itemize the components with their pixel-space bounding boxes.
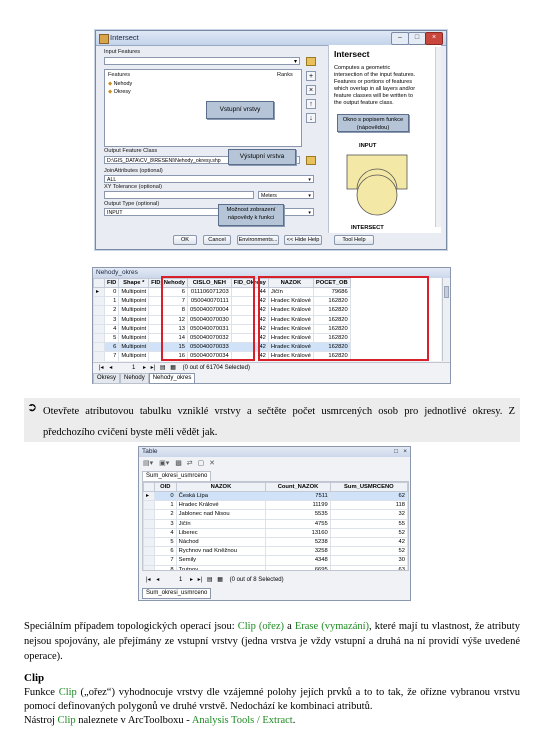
features-column-header: Features [108, 72, 131, 78]
row-selector[interactable] [144, 547, 155, 556]
table-row[interactable] [144, 510, 408, 519]
show-all-records-icon[interactable]: ▤ [206, 577, 213, 583]
table-cell[interactable]: 15 [149, 343, 188, 352]
table-cell[interactable]: 42 [231, 306, 268, 315]
table-cell[interactable]: 4 [155, 528, 177, 537]
tab-nehody-okres[interactable]: Nehody_okres [149, 373, 196, 384]
table-cell[interactable]: 42 [330, 537, 407, 546]
table-row[interactable] [144, 556, 408, 565]
table-cell[interactable]: Multipoint [119, 343, 149, 352]
table-cell[interactable]: 42 [231, 324, 268, 333]
column-header[interactable]: FID_Okresy [231, 279, 268, 288]
layer-icon: ◆ [108, 81, 113, 87]
table-cell[interactable]: 118 [330, 501, 407, 510]
table-cell[interactable]: Česká Lípa [176, 492, 266, 501]
table-cell[interactable]: Hradec Králové [268, 297, 313, 306]
clip-heading: Clip [24, 672, 45, 684]
table-name-tab[interactable]: Sum_okresi_usmrceno [142, 471, 211, 482]
table-cell[interactable]: 62 [330, 492, 407, 501]
switch-selection-icon[interactable]: ⇄ [186, 460, 193, 467]
help-scrollbar[interactable] [435, 47, 441, 227]
table-cell[interactable]: 42 [231, 333, 268, 342]
next-record-icon[interactable]: ▸ [189, 577, 193, 583]
table-cell[interactable]: Trutnov [176, 565, 266, 571]
toolbox-path: Analysis Tools / Extract [191, 715, 293, 726]
close-icon[interactable]: × [425, 32, 443, 45]
related-tables-icon[interactable]: ▣▾ [159, 460, 170, 467]
minimize-icon[interactable]: – [391, 32, 409, 45]
bullet-arrow-icon: ➲ [27, 400, 38, 414]
row-selector[interactable]: ▸ [94, 288, 105, 297]
table-cell[interactable]: 162820 [313, 352, 350, 361]
row-selector[interactable] [144, 501, 155, 510]
table-cell[interactable]: 5535 [266, 510, 330, 519]
table-options-icon[interactable]: ▤▾ [143, 460, 154, 467]
maximize-icon[interactable]: □ [408, 32, 426, 45]
table-cell[interactable]: 1 [105, 297, 119, 306]
clip-paragraph: Funkce Clip („ořez“) vyhodnocuje vrstvy dle vzájemné polohy jejích prvků a to to tak, že ořízne vybranou vrstvu pomocí definovaných polygonů ve druhé vrstvě. Nedochází ke kombinaci atributů. Nástroj Clip naleznete v ArcToolboxu - Analysis Tools / Extract. [24, 687, 520, 726]
diagram-output-label: INTERSECT [351, 225, 384, 231]
column-header[interactable]: FID_Nehody [149, 279, 188, 288]
row-selector[interactable] [144, 537, 155, 546]
table-cell[interactable]: 050040070032 [187, 333, 231, 342]
restore-icon[interactable]: □ [394, 448, 398, 455]
table-cell[interactable]: Jablonec nad Nisou [176, 510, 266, 519]
table-cell[interactable]: 42 [231, 315, 268, 324]
table-row[interactable] [144, 565, 408, 571]
help-panel [328, 45, 441, 233]
show-selected-records-icon[interactable]: ▦ [217, 577, 223, 583]
intersect-diagram [337, 151, 417, 223]
table-cell[interactable]: Jičín [268, 288, 313, 297]
row-selector[interactable] [144, 510, 155, 519]
input-circle [357, 175, 397, 215]
environments-button[interactable]: Environments... [238, 237, 278, 243]
join-attributes-select[interactable]: ALL ▾ [104, 175, 314, 183]
column-header[interactable]: NAZOK [268, 279, 313, 288]
table-cell[interactable]: Multipoint [119, 315, 149, 324]
table-cell[interactable]: 011106071203 [187, 288, 231, 297]
table-cell[interactable]: 42 [231, 352, 268, 361]
list-item[interactable]: ◆ Okresy [108, 89, 131, 95]
table-cell[interactable]: 30 [330, 556, 407, 565]
xy-tolerance-label: XY Tolerance (optional) [104, 184, 162, 190]
table-cell[interactable]: 1 [155, 501, 177, 510]
xy-tolerance-input[interactable] [104, 191, 254, 199]
output-type-select[interactable]: INPUT ▾ [104, 208, 314, 216]
row-selector[interactable] [94, 333, 105, 342]
nehody-okres-table-window [92, 267, 451, 384]
table-cell[interactable]: 42 [231, 297, 268, 306]
scroll-thumb[interactable] [444, 286, 449, 298]
table-cell[interactable]: Hradec Králové [176, 501, 266, 510]
row-selector[interactable] [94, 306, 105, 315]
table-cell[interactable]: 4 [105, 324, 119, 333]
column-header[interactable]: Shape * [119, 279, 149, 288]
table-cell[interactable]: Hradec Králové [268, 324, 313, 333]
last-record-icon[interactable]: ▸| [150, 365, 156, 371]
sum-table-titlebar [139, 447, 410, 457]
row-selector[interactable] [94, 352, 105, 361]
sum-table-window [138, 446, 411, 601]
table-cell[interactable]: 3258 [266, 547, 330, 556]
show-all-records-icon[interactable]: ▤ [159, 365, 166, 371]
table-row[interactable] [144, 537, 408, 546]
table-row[interactable] [144, 547, 408, 556]
clear-selection-icon[interactable]: ▢ [197, 460, 205, 467]
table-cell[interactable]: 162820 [313, 315, 350, 324]
input-features-dropdown[interactable]: ▾ [104, 57, 300, 65]
table-cell[interactable]: 42 [231, 343, 268, 352]
table-cell[interactable]: 050040070030 [187, 315, 231, 324]
table-row[interactable] [144, 528, 408, 537]
table-cell[interactable]: 55 [330, 519, 407, 528]
row-selector-header [144, 483, 155, 492]
table-cell[interactable]: 4348 [266, 556, 330, 565]
diagram-input-label: INPUT [359, 143, 377, 149]
table-tabs [93, 373, 195, 383]
red-highlight-fid-nehody [161, 276, 255, 361]
callout-show-help: Možnost zobrazení nápovědy k funkci [218, 204, 284, 226]
table-cell[interactable]: Hradec Králové [268, 306, 313, 315]
table-cell[interactable]: 7 [105, 352, 119, 361]
delete-selected-icon[interactable]: ✕ [209, 460, 216, 467]
special-case-paragraph: Speciálním případem topologických operací jsou: Clip (ořez) a Erase (vymazání), které mají tu vlastnost, že atributy nejsou spojovány, ale přejímány ze vstupní vrstvy (jedna vrstva je vždy vstupní a druhá na ní providí výše uvedené operace). [24, 621, 520, 662]
table-cell[interactable]: 32 [330, 510, 407, 519]
first-record-icon[interactable]: |◂ [99, 365, 104, 371]
row-selector[interactable] [94, 343, 105, 352]
layer-icon: ◆ [108, 89, 113, 95]
add-button[interactable]: + [306, 71, 316, 81]
table-cell[interactable]: 44 [231, 288, 268, 297]
table-cell[interactable]: Liberec [176, 528, 266, 537]
table-cell[interactable]: 6 [149, 288, 188, 297]
table-cell[interactable]: Hradec Králové [268, 343, 313, 352]
table-cell[interactable]: 3 [105, 315, 119, 324]
table-cell[interactable]: 050040070004 [187, 306, 231, 315]
table-cell[interactable]: 2 [155, 510, 177, 519]
intersect-dialog [95, 30, 447, 250]
row-selector-header [94, 279, 105, 288]
table-cell[interactable]: Multipoint [119, 333, 149, 342]
row-selector[interactable] [144, 519, 155, 528]
dialog-title: Intersect [110, 33, 139, 42]
table-cell[interactable]: 8 [149, 306, 188, 315]
toolbox-icon [99, 34, 109, 44]
table-row[interactable] [144, 492, 408, 501]
erase-term: Erase (vymazání) [294, 621, 370, 632]
help-text: Computes a geometric intersection of the input features. Features or portions of features which overlap in all layers and/or feature classes will be written to the output feature class. [334, 65, 416, 106]
table-cell[interactable]: 2 [105, 306, 119, 315]
table-cell[interactable]: Multipoint [119, 352, 149, 361]
table-cell[interactable]: 6695 [266, 565, 330, 571]
cancel-button[interactable]: Cancel [203, 235, 231, 245]
join-attributes-label: JoinAttributes (optional) [104, 168, 163, 174]
table-cell[interactable]: Hradec Králové [268, 352, 313, 361]
previous-record-icon[interactable]: ◂ [109, 365, 113, 371]
previous-record-icon[interactable]: ◂ [156, 577, 160, 583]
table-cell[interactable]: 050040070031 [187, 324, 231, 333]
table-cell[interactable]: Rychnov nad Kněžnou [176, 547, 266, 556]
table-cell[interactable]: 3 [155, 519, 177, 528]
table-cell[interactable]: 6 [105, 343, 119, 352]
table-cell[interactable]: 050040070033 [187, 343, 231, 352]
column-header[interactable]: NAZOK [176, 483, 266, 492]
callout-output-layer: Výstupní vrstva [228, 149, 296, 165]
column-header[interactable]: CISLO_NEH [187, 279, 231, 288]
table-cell[interactable]: 16 [149, 352, 188, 361]
help-title: Intersect [334, 49, 370, 59]
table-cell[interactable]: 6 [155, 547, 177, 556]
table-cell[interactable]: Jičín [176, 519, 266, 528]
tab-okresy[interactable]: Okresy [93, 373, 120, 384]
column-header[interactable]: OID [155, 483, 177, 492]
table-cell[interactable]: Náchod [176, 537, 266, 546]
table-cell[interactable]: 050040070111 [187, 297, 231, 306]
table-cell[interactable]: 162820 [313, 306, 350, 315]
hide-help-button[interactable]: << Hide Help [284, 235, 322, 245]
row-selector[interactable] [94, 315, 105, 324]
table-cell[interactable]: Hradec Králové [268, 333, 313, 342]
table-cell[interactable]: 8 [155, 565, 177, 571]
row-selector[interactable] [94, 324, 105, 333]
output-path-field[interactable]: D:\GIS_DATA\CV_8\RESENI\Nehody_okresy.shp [104, 156, 300, 164]
last-record-icon[interactable]: ▸| [197, 577, 203, 583]
sum-table-title: Table [142, 448, 158, 455]
show-selected-records-icon[interactable]: ▦ [170, 365, 176, 371]
vertical-scrollbar[interactable] [442, 278, 450, 361]
clip-term: Clip (ořez) [237, 621, 284, 632]
table-cell[interactable]: 7511 [266, 492, 330, 501]
table-cell[interactable]: Multipoint [119, 306, 149, 315]
table-cell[interactable]: Semily [176, 556, 266, 565]
move-down-button[interactable]: ↓ [306, 113, 316, 123]
table-cell[interactable]: 5 [155, 537, 177, 546]
sum-grid-area [142, 481, 409, 571]
record-position[interactable]: 1 [131, 365, 136, 371]
column-header[interactable]: FID [105, 279, 119, 288]
table-cell[interactable]: 0 [155, 492, 177, 501]
table-row[interactable] [144, 519, 408, 528]
instruction-box [24, 398, 520, 442]
table-cell[interactable]: 11199 [266, 501, 330, 510]
callout-help-window: Okno s popisem funkce (nápovědou) [337, 114, 409, 132]
record-position[interactable]: 1 [178, 577, 183, 583]
table-title: Nehody_okres [93, 268, 450, 278]
column-header[interactable]: POCET_OB [313, 279, 350, 288]
table-cell[interactable]: 13160 [266, 528, 330, 537]
input-features-label: Input Features [104, 49, 141, 55]
ok-button[interactable]: OK [173, 235, 197, 245]
table-cell[interactable]: 7 [155, 556, 177, 565]
table-cell[interactable]: 4755 [266, 519, 330, 528]
red-highlight-okres-columns [258, 276, 429, 361]
sum-navigation-bar [142, 575, 407, 585]
output-type-label: Output Type (optional) [104, 201, 160, 207]
table-cell[interactable]: 5238 [266, 537, 330, 546]
row-selector[interactable] [144, 565, 155, 571]
xy-unit-select[interactable]: Meters ▾ [258, 191, 314, 199]
tab-nehody[interactable]: Nehody [120, 373, 149, 384]
table-cell[interactable]: 0 [105, 288, 119, 297]
select-by-attributes-icon[interactable]: ▩ [175, 460, 182, 467]
table-cell[interactable]: 162820 [313, 297, 350, 306]
ranks-column-header: Ranks [277, 72, 293, 78]
table-cell[interactable]: 14 [149, 333, 188, 342]
table-cell[interactable]: 13 [149, 324, 188, 333]
table-cell[interactable]: 162820 [313, 343, 350, 352]
column-header[interactable]: Sum_USMRCENO [330, 483, 407, 492]
table-cell[interactable]: Multipoint [119, 288, 149, 297]
row-selector[interactable]: ▸ [144, 492, 155, 501]
first-record-icon[interactable]: |◂ [146, 577, 151, 583]
table-cell[interactable]: 52 [330, 547, 407, 556]
sum-grid [143, 482, 408, 571]
table-cell[interactable]: 63 [330, 565, 407, 571]
row-selector[interactable] [144, 528, 155, 537]
table-row[interactable] [144, 501, 408, 510]
table-cell[interactable]: 79686 [313, 288, 350, 297]
table-cell[interactable]: Hradec Králové [268, 315, 313, 324]
list-item[interactable]: ◆ Nehody [108, 81, 133, 87]
table-cell[interactable]: 7 [149, 297, 188, 306]
bottom-table-tab[interactable]: Sum_okresi_usmrceno [142, 588, 211, 599]
dialog-titlebar [96, 31, 446, 46]
tool-help-button[interactable]: Tool Help [334, 235, 374, 245]
table-cell[interactable]: 52 [330, 528, 407, 537]
table-cell[interactable]: Multipoint [119, 297, 149, 306]
table-cell[interactable]: Multipoint [119, 324, 149, 333]
browse-folder-icon[interactable] [306, 156, 316, 165]
row-selector[interactable] [144, 556, 155, 565]
next-record-icon[interactable]: ▸ [142, 365, 146, 371]
move-up-button[interactable]: ↑ [306, 99, 316, 109]
table-cell[interactable]: 162820 [313, 324, 350, 333]
table-cell[interactable]: 5 [105, 333, 119, 342]
table-toolbar [139, 457, 410, 470]
instruction-text: Otevřete atributovou tabulku vzniklé vrstvy a sečtěte počet usmrcených osob pro jednotlivé okresy. Z předchozího cvičení byste měli vědět jak. [43, 406, 515, 438]
close-icon[interactable]: × [403, 448, 407, 455]
selection-status: (0 out of 8 Selected) [229, 577, 284, 583]
browse-folder-icon[interactable] [306, 57, 316, 66]
remove-button[interactable]: × [306, 85, 316, 95]
output-class-label: Output Feature Class [104, 148, 158, 154]
selection-status: (0 out of 61704 Selected) [182, 365, 250, 371]
table-cell[interactable]: 050040070034 [187, 352, 231, 361]
row-selector[interactable] [94, 297, 105, 306]
column-header[interactable]: Count_NAZOK [266, 483, 330, 492]
table-cell[interactable]: 12 [149, 315, 188, 324]
table-cell[interactable]: 162820 [313, 333, 350, 342]
callout-input-layers: Vstupní vrstvy [206, 101, 274, 119]
table-navigation-bar [93, 362, 450, 373]
